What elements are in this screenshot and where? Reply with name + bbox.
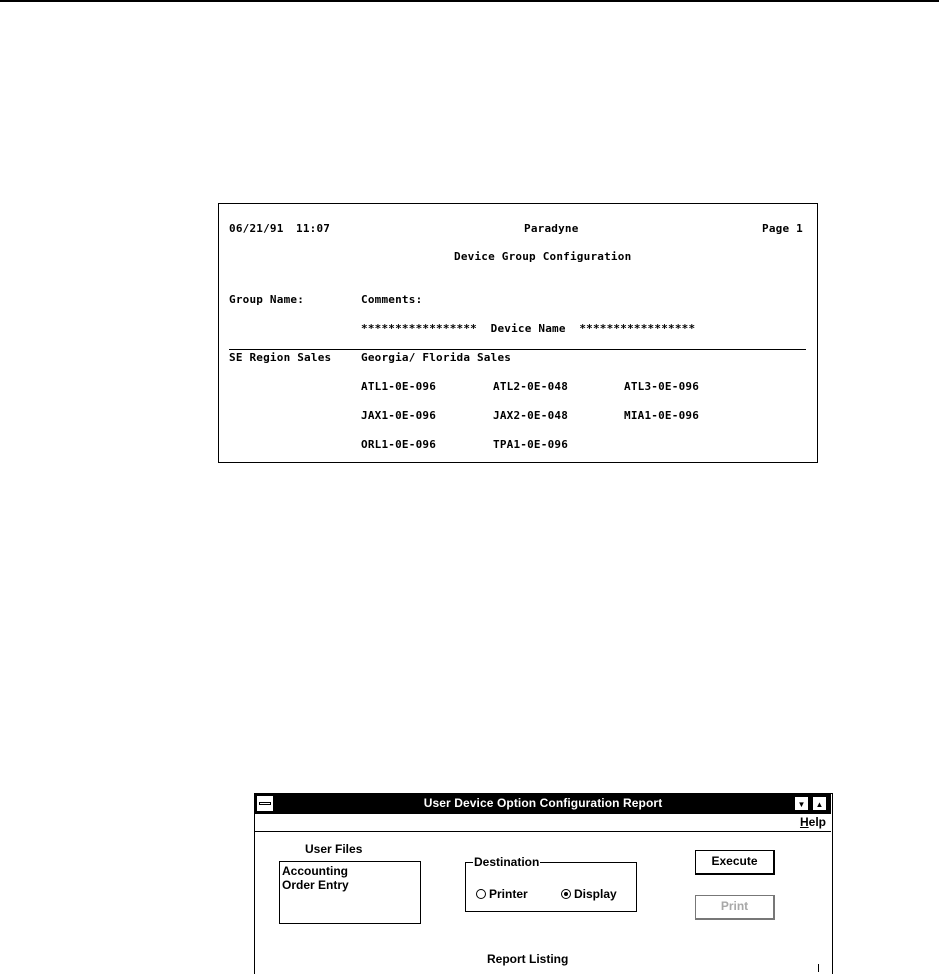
device-name: ATL1-0E-096 <box>361 380 437 393</box>
list-scrollbar-edge <box>818 964 829 972</box>
title-bar[interactable] <box>255 794 831 814</box>
radio-checked-icon <box>561 889 571 899</box>
report-time: 11:07 <box>296 222 331 235</box>
execute-button[interactable]: Execute <box>695 850 775 875</box>
help-mnemonic: H <box>799 815 809 829</box>
help-label-rest: elp <box>808 815 826 829</box>
radio-dot <box>564 892 568 896</box>
radio-display-label: Display <box>574 887 617 901</box>
comment-value: Georgia/ Florida Sales <box>361 351 512 364</box>
menu-bar <box>255 814 831 832</box>
device-name: JAX2-0E-048 <box>493 409 569 422</box>
device-name-header: ***************** Device Name ***************** <box>361 322 696 335</box>
destination-label: Destination <box>474 855 540 869</box>
report-listing-label: Report Listing <box>487 952 569 966</box>
window-title: User Device Option Configuration Report <box>423 796 663 810</box>
user-files-label: User Files <box>305 842 363 856</box>
radio-printer-label: Printer <box>489 887 528 901</box>
report-title: Device Group Configuration <box>454 250 632 263</box>
device-name: TPA1-0E-096 <box>493 438 569 451</box>
radio-display[interactable] <box>561 887 617 901</box>
destination-group <box>465 855 637 912</box>
user-device-option-report-window <box>254 793 833 974</box>
device-name: ORL1-0E-096 <box>361 438 437 451</box>
device-name: MIA1-0E-096 <box>624 409 700 422</box>
maximize-arrow-icon[interactable]: ▲ <box>812 796 827 811</box>
radio-unchecked-icon <box>476 889 486 899</box>
report-date: 06/21/91 <box>229 222 284 235</box>
report-page: Page 1 <box>762 222 803 235</box>
device-name: ATL3-0E-096 <box>624 380 700 393</box>
device-name: ATL2-0E-048 <box>493 380 569 393</box>
report-divider <box>229 349 806 350</box>
group-name-label: Group Name: <box>229 293 305 306</box>
comments-label: Comments: <box>361 293 423 306</box>
report-company: Paradyne <box>524 222 579 235</box>
device-name: JAX1-0E-096 <box>361 409 437 422</box>
radio-printer[interactable] <box>476 887 528 901</box>
list-item[interactable]: Accounting <box>282 864 348 878</box>
group-name-value: SE Region Sales <box>229 351 332 364</box>
menu-help[interactable] <box>800 815 826 829</box>
top-rule <box>0 0 939 2</box>
user-files-listbox[interactable] <box>279 861 421 924</box>
device-group-report <box>218 203 818 463</box>
print-button[interactable]: Print <box>695 895 775 920</box>
list-item[interactable]: Order Entry <box>282 878 349 892</box>
minimize-arrow-icon[interactable]: ▼ <box>794 796 809 811</box>
